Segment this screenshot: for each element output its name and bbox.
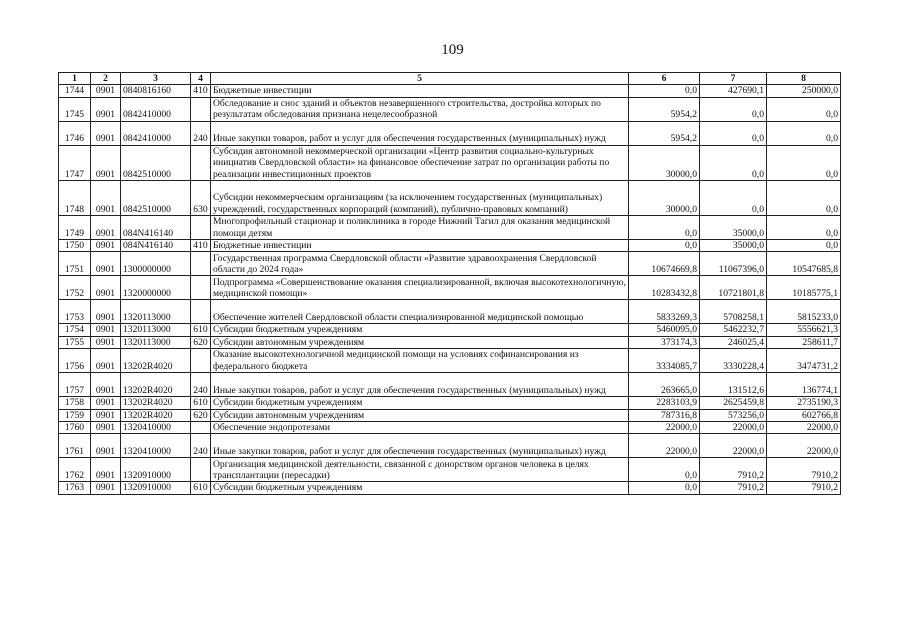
amount-col6-cell: 22000,0 <box>629 434 700 458</box>
amount-col6-cell: 0,0 <box>629 482 700 494</box>
section-code-cell: 0901 <box>91 181 121 216</box>
table-row <box>59 216 841 240</box>
section-code-cell: 0901 <box>91 482 121 494</box>
section-code-cell: 0901 <box>91 276 121 300</box>
section-code-cell: 0901 <box>91 252 121 276</box>
item-name-cell: Государственная программа Свердловской области «Развитие здравоохранения Свердловской области до 2024 года» <box>211 252 629 276</box>
expense-type-cell: 620 <box>191 409 211 421</box>
amount-col8-cell: 0,0 <box>767 97 841 121</box>
section-code-cell: 0901 <box>91 240 121 252</box>
amount-col8-cell: 10185775,1 <box>767 276 841 300</box>
row-number-cell: 1747 <box>59 145 91 180</box>
section-code-cell: 0901 <box>91 434 121 458</box>
header-cell: 6 <box>629 73 700 85</box>
page-number: 109 <box>441 42 464 58</box>
item-name-cell: Подпрограмма «Совершенствование оказания специализированной, включая высокотехнологичную, медицинской помощи» <box>211 276 629 300</box>
item-name-cell: Обеспечение эндопротезами <box>211 422 629 434</box>
amount-col8-cell: 0,0 <box>767 181 841 216</box>
target-article-cell: 1320113000 <box>121 336 191 348</box>
amount-col7-cell: 7910,2 <box>700 482 767 494</box>
row-number-cell: 1759 <box>59 409 91 421</box>
section-code-cell: 0901 <box>91 216 121 240</box>
table-body <box>59 85 841 494</box>
expense-type-cell <box>191 97 211 121</box>
amount-col8-cell: 7910,2 <box>767 482 841 494</box>
amount-col8-cell: 3474731,2 <box>767 349 841 373</box>
item-name-cell: Организация медицинской деятельности, связанной с донорством органов человека в целях трансплантации (пересадки) <box>211 458 629 482</box>
amount-col8-cell: 7910,2 <box>767 458 841 482</box>
item-name-cell: Иные закупки товаров, работ и услуг для обеспечения государственных (муниципальных) нужд <box>211 373 629 397</box>
section-code-cell: 0901 <box>91 397 121 409</box>
section-code-cell: 0901 <box>91 121 121 145</box>
target-article-cell: 1320910000 <box>121 482 191 494</box>
item-name-cell: Субсидии автономным учреждениям <box>211 409 629 421</box>
target-article-cell: 1320910000 <box>121 458 191 482</box>
section-code-cell: 0901 <box>91 145 121 180</box>
header-cell: 5 <box>211 73 629 85</box>
amount-col8-cell: 22000,0 <box>767 422 841 434</box>
section-code-cell: 0901 <box>91 373 121 397</box>
row-number-cell: 1760 <box>59 422 91 434</box>
expense-type-cell: 410 <box>191 85 211 97</box>
amount-col8-cell: 22000,0 <box>767 434 841 458</box>
target-article-cell: 0842410000 <box>121 97 191 121</box>
amount-col6-cell: 30000,0 <box>629 145 700 180</box>
amount-col8-cell: 0,0 <box>767 216 841 240</box>
target-article-cell: 13202R4020 <box>121 349 191 373</box>
table-row <box>59 482 841 494</box>
expense-type-cell: 610 <box>191 397 211 409</box>
amount-col8-cell: 2735190,3 <box>767 397 841 409</box>
amount-col6-cell: 263665,0 <box>629 373 700 397</box>
target-article-cell: 1300000000 <box>121 252 191 276</box>
amount-col7-cell: 0,0 <box>700 145 767 180</box>
expense-type-cell <box>191 300 211 324</box>
amount-col8-cell: 136774,1 <box>767 373 841 397</box>
table-row <box>59 434 841 458</box>
amount-col7-cell: 573256,0 <box>700 409 767 421</box>
row-number-cell: 1745 <box>59 97 91 121</box>
amount-col8-cell: 10547685,8 <box>767 252 841 276</box>
row-number-cell: 1750 <box>59 240 91 252</box>
header-cell: 8 <box>767 73 841 85</box>
amount-col6-cell: 2283103,9 <box>629 397 700 409</box>
target-article-cell: 13202R4020 <box>121 373 191 397</box>
item-name-cell: Субсидии бюджетным учреждениям <box>211 324 629 336</box>
table-row <box>59 85 841 97</box>
item-name-cell: Субсидии бюджетным учреждениям <box>211 397 629 409</box>
row-number-cell: 1758 <box>59 397 91 409</box>
table-header-row <box>59 73 841 85</box>
table-row <box>59 145 841 180</box>
item-name-cell: Бюджетные инвестиции <box>211 85 629 97</box>
target-article-cell: 084N416140 <box>121 240 191 252</box>
expense-type-cell <box>191 145 211 180</box>
target-article-cell: 0842410000 <box>121 121 191 145</box>
amount-col8-cell: 0,0 <box>767 145 841 180</box>
amount-col7-cell: 131512,6 <box>700 373 767 397</box>
amount-col7-cell: 5462232,7 <box>700 324 767 336</box>
amount-col7-cell: 11067396,0 <box>700 252 767 276</box>
table-row <box>59 300 841 324</box>
header-cell: 4 <box>191 73 211 85</box>
item-name-cell: Многопрофильный стационар и поликлиника в городе Нижний Тагил для оказания медицинской помощи детям <box>211 216 629 240</box>
item-name-cell: Субсидии бюджетным учреждениям <box>211 482 629 494</box>
table-row <box>59 324 841 336</box>
expense-type-cell <box>191 276 211 300</box>
row-number-cell: 1763 <box>59 482 91 494</box>
item-name-cell: Субсидии автономным учреждениям <box>211 336 629 348</box>
expense-type-cell: 630 <box>191 181 211 216</box>
table-row <box>59 397 841 409</box>
table-row <box>59 409 841 421</box>
amount-col8-cell: 5556621,3 <box>767 324 841 336</box>
table-row <box>59 276 841 300</box>
row-number-cell: 1755 <box>59 336 91 348</box>
target-article-cell: 1320410000 <box>121 422 191 434</box>
table-row <box>59 422 841 434</box>
row-number-cell: 1754 <box>59 324 91 336</box>
table-row <box>59 349 841 373</box>
table-row <box>59 373 841 397</box>
expense-type-cell <box>191 422 211 434</box>
row-number-cell: 1744 <box>59 85 91 97</box>
row-number-cell: 1761 <box>59 434 91 458</box>
amount-col6-cell: 30000,0 <box>629 181 700 216</box>
row-number-cell: 1751 <box>59 252 91 276</box>
expense-type-cell <box>191 252 211 276</box>
amount-col7-cell: 2625459,8 <box>700 397 767 409</box>
section-code-cell: 0901 <box>91 349 121 373</box>
table-row <box>59 240 841 252</box>
amount-col6-cell: 0,0 <box>629 240 700 252</box>
section-code-cell: 0901 <box>91 97 121 121</box>
target-article-cell: 1320113000 <box>121 300 191 324</box>
expense-type-cell <box>191 349 211 373</box>
amount-col7-cell: 0,0 <box>700 121 767 145</box>
expense-type-cell <box>191 216 211 240</box>
section-code-cell: 0901 <box>91 85 121 97</box>
expense-type-cell: 410 <box>191 240 211 252</box>
amount-col7-cell: 427690,1 <box>700 85 767 97</box>
target-article-cell: 0842510000 <box>121 145 191 180</box>
row-number-cell: 1757 <box>59 373 91 397</box>
section-code-cell: 0901 <box>91 300 121 324</box>
row-number-cell: 1746 <box>59 121 91 145</box>
amount-col7-cell: 3330228,4 <box>700 349 767 373</box>
amount-col7-cell: 35000,0 <box>700 216 767 240</box>
section-code-cell: 0901 <box>91 422 121 434</box>
amount-col8-cell: 602766,8 <box>767 409 841 421</box>
header-cell: 7 <box>700 73 767 85</box>
item-name-cell: Оказание высокотехнологичной медицинской помощи на условиях софинансирования из федерального бюджета <box>211 349 629 373</box>
table-row <box>59 181 841 216</box>
amount-col6-cell: 5954,2 <box>629 121 700 145</box>
amount-col6-cell: 22000,0 <box>629 422 700 434</box>
amount-col7-cell: 246025,4 <box>700 336 767 348</box>
row-number-cell: 1749 <box>59 216 91 240</box>
amount-col7-cell: 22000,0 <box>700 434 767 458</box>
item-name-cell: Бюджетные инвестиции <box>211 240 629 252</box>
amount-col8-cell: 0,0 <box>767 240 841 252</box>
target-article-cell: 1320113000 <box>121 324 191 336</box>
budget-table <box>58 72 841 495</box>
expense-type-cell: 610 <box>191 324 211 336</box>
expense-type-cell: 240 <box>191 434 211 458</box>
amount-col8-cell: 250000,0 <box>767 85 841 97</box>
row-number-cell: 1756 <box>59 349 91 373</box>
section-code-cell: 0901 <box>91 458 121 482</box>
expense-type-cell <box>191 458 211 482</box>
amount-col6-cell: 0,0 <box>629 85 700 97</box>
amount-col6-cell: 5460095,0 <box>629 324 700 336</box>
amount-col7-cell: 22000,0 <box>700 422 767 434</box>
item-name-cell: Субсидия автономной некоммерческой организации «Центр развития социально-культурных инициатив Свердловской области» на финансовое обеспечение затрат по организации работы по реализации инвестиционных проектов <box>211 145 629 180</box>
expense-type-cell: 620 <box>191 336 211 348</box>
table-row <box>59 121 841 145</box>
amount-col8-cell: 258611,7 <box>767 336 841 348</box>
item-name-cell: Обследование и снос зданий и объектов незавершенного строительства, достройка которых по результатам обследования признана нецелесообразной <box>211 97 629 121</box>
target-article-cell: 1320410000 <box>121 434 191 458</box>
target-article-cell: 084N416140 <box>121 216 191 240</box>
target-article-cell: 13202R4020 <box>121 409 191 421</box>
expense-type-cell: 240 <box>191 121 211 145</box>
row-number-cell: 1752 <box>59 276 91 300</box>
amount-col6-cell: 3334085,7 <box>629 349 700 373</box>
amount-col7-cell: 7910,2 <box>700 458 767 482</box>
amount-col8-cell: 0,0 <box>767 121 841 145</box>
section-code-cell: 0901 <box>91 336 121 348</box>
amount-col6-cell: 5833269,3 <box>629 300 700 324</box>
expense-type-cell: 240 <box>191 373 211 397</box>
table-row <box>59 336 841 348</box>
header-cell: 1 <box>59 73 91 85</box>
target-article-cell: 0842510000 <box>121 181 191 216</box>
amount-col7-cell: 0,0 <box>700 181 767 216</box>
table-row <box>59 252 841 276</box>
amount-col7-cell: 10721801,8 <box>700 276 767 300</box>
amount-col6-cell: 0,0 <box>629 216 700 240</box>
item-name-cell: Иные закупки товаров, работ и услуг для обеспечения государственных (муниципальных) нужд <box>211 121 629 145</box>
amount-col6-cell: 5954,2 <box>629 97 700 121</box>
amount-col8-cell: 5815233,0 <box>767 300 841 324</box>
row-number-cell: 1748 <box>59 181 91 216</box>
amount-col6-cell: 373174,3 <box>629 336 700 348</box>
amount-col6-cell: 10674669,8 <box>629 252 700 276</box>
amount-col6-cell: 10283432,8 <box>629 276 700 300</box>
amount-col7-cell: 0,0 <box>700 97 767 121</box>
table-row <box>59 458 841 482</box>
amount-col6-cell: 787316,8 <box>629 409 700 421</box>
section-code-cell: 0901 <box>91 409 121 421</box>
item-name-cell: Иные закупки товаров, работ и услуг для обеспечения государственных (муниципальных) нужд <box>211 434 629 458</box>
amount-col7-cell: 5708258,1 <box>700 300 767 324</box>
expense-type-cell: 610 <box>191 482 211 494</box>
amount-col7-cell: 35000,0 <box>700 240 767 252</box>
item-name-cell: Обеспечение жителей Свердловской области специализированной медицинской помощью <box>211 300 629 324</box>
target-article-cell: 1320000000 <box>121 276 191 300</box>
header-cell: 2 <box>91 73 121 85</box>
amount-col6-cell: 0,0 <box>629 458 700 482</box>
target-article-cell: 0840816160 <box>121 85 191 97</box>
header-cell: 3 <box>121 73 191 85</box>
target-article-cell: 13202R4020 <box>121 397 191 409</box>
item-name-cell: Субсидии некоммерческим организациям (за исключением государственных (муниципальных) учреждений, государственных корпораций (компаний), публично-правовых компаний) <box>211 181 629 216</box>
table-row <box>59 97 841 121</box>
section-code-cell: 0901 <box>91 324 121 336</box>
row-number-cell: 1753 <box>59 300 91 324</box>
row-number-cell: 1762 <box>59 458 91 482</box>
